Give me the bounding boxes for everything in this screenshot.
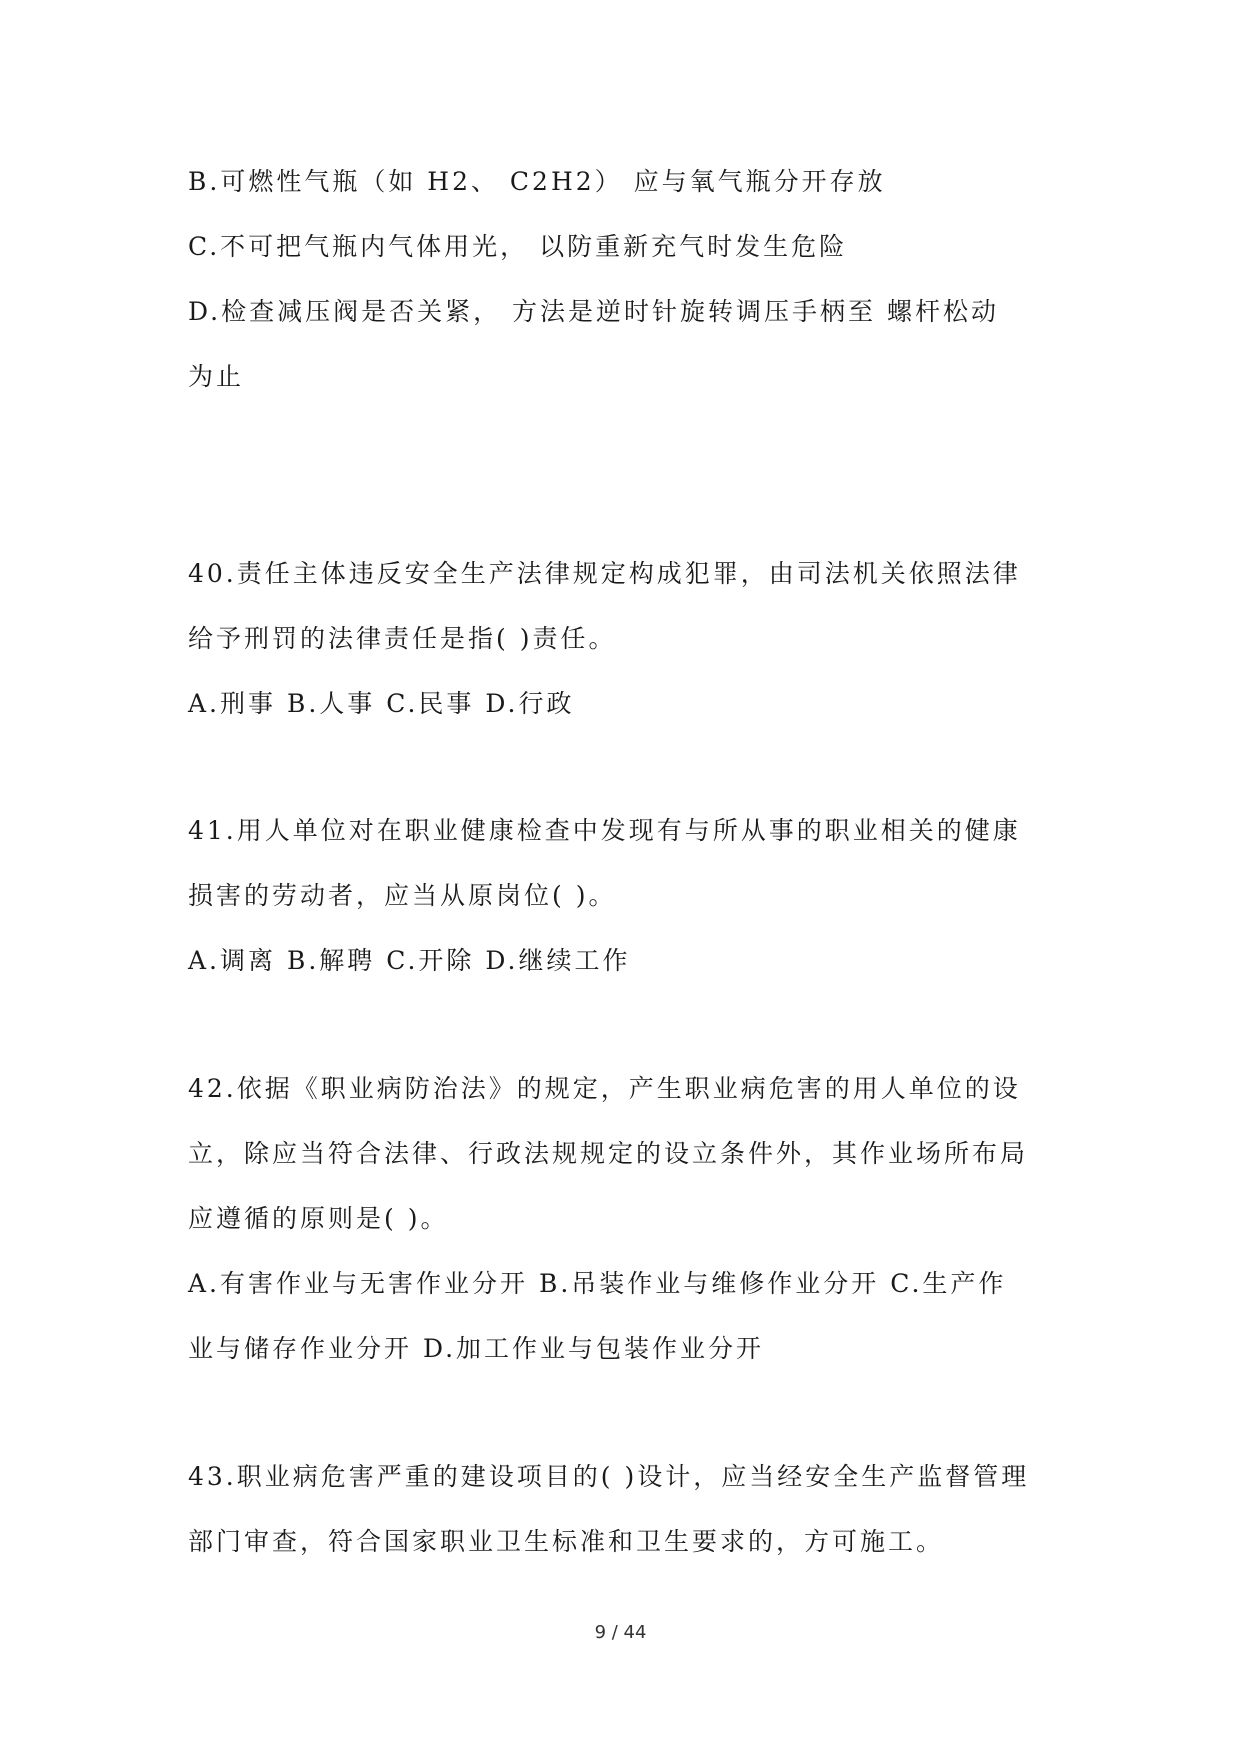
- prev-question-option-b: B.可燃性气瓶（如 H2、 C2H2） 应与氧气瓶分开存放: [188, 167, 886, 196]
- prev-question-option-d-line1: D.检查减压阀是否关紧， 方法是逆时针旋转调压手柄至 螺杆松动: [188, 297, 999, 326]
- question-42-stem-line2: 立，除应当符合法律、行政法规规定的设立条件外，其作业场所布局: [188, 1139, 1029, 1168]
- question-42-options-line1: A.有害作业与无害作业分开 B.吊装作业与维修作业分开 C.生产作: [188, 1269, 1007, 1298]
- question-42-stem-line1: 42.依据《职业病防治法》的规定，产生职业病危害的用人单位的设: [188, 1074, 1021, 1103]
- question-41-stem-line2: 损害的劳动者，应当从原岗位( )。: [188, 881, 617, 910]
- question-43-stem-line2: 部门审查，符合国家职业卫生标准和卫生要求的，方可施工。: [188, 1527, 945, 1556]
- question-41-stem-line1: 41.用人单位对在职业健康检查中发现有与所从事的职业相关的健康: [188, 816, 1021, 845]
- page-number: 9 / 44: [594, 1622, 647, 1643]
- question-40-stem-line2: 给予刑罚的法律责任是指( )责任。: [188, 624, 617, 653]
- question-40-options: A.刑事 B.人事 C.民事 D.行政: [188, 689, 575, 718]
- question-43-stem-line1: 43.职业病危害严重的建设项目的( )设计，应当经安全生产监督管理: [188, 1462, 1030, 1491]
- question-41-options: A.调离 B.解聘 C.开除 D.继续工作: [188, 946, 631, 975]
- question-42-options-line2: 业与储存作业分开 D.加工作业与包装作业分开: [188, 1334, 765, 1363]
- question-42-stem-line3: 应遵循的原则是( )。: [188, 1204, 449, 1233]
- prev-question-option-d-line2: 为止: [188, 362, 245, 391]
- prev-question-option-c: C.不可把气瓶内气体用光， 以防重新充气时发生危险: [188, 232, 848, 261]
- question-40-stem-line1: 40.责任主体违反安全生产法律规定构成犯罪，由司法机关依照法律: [188, 559, 1021, 588]
